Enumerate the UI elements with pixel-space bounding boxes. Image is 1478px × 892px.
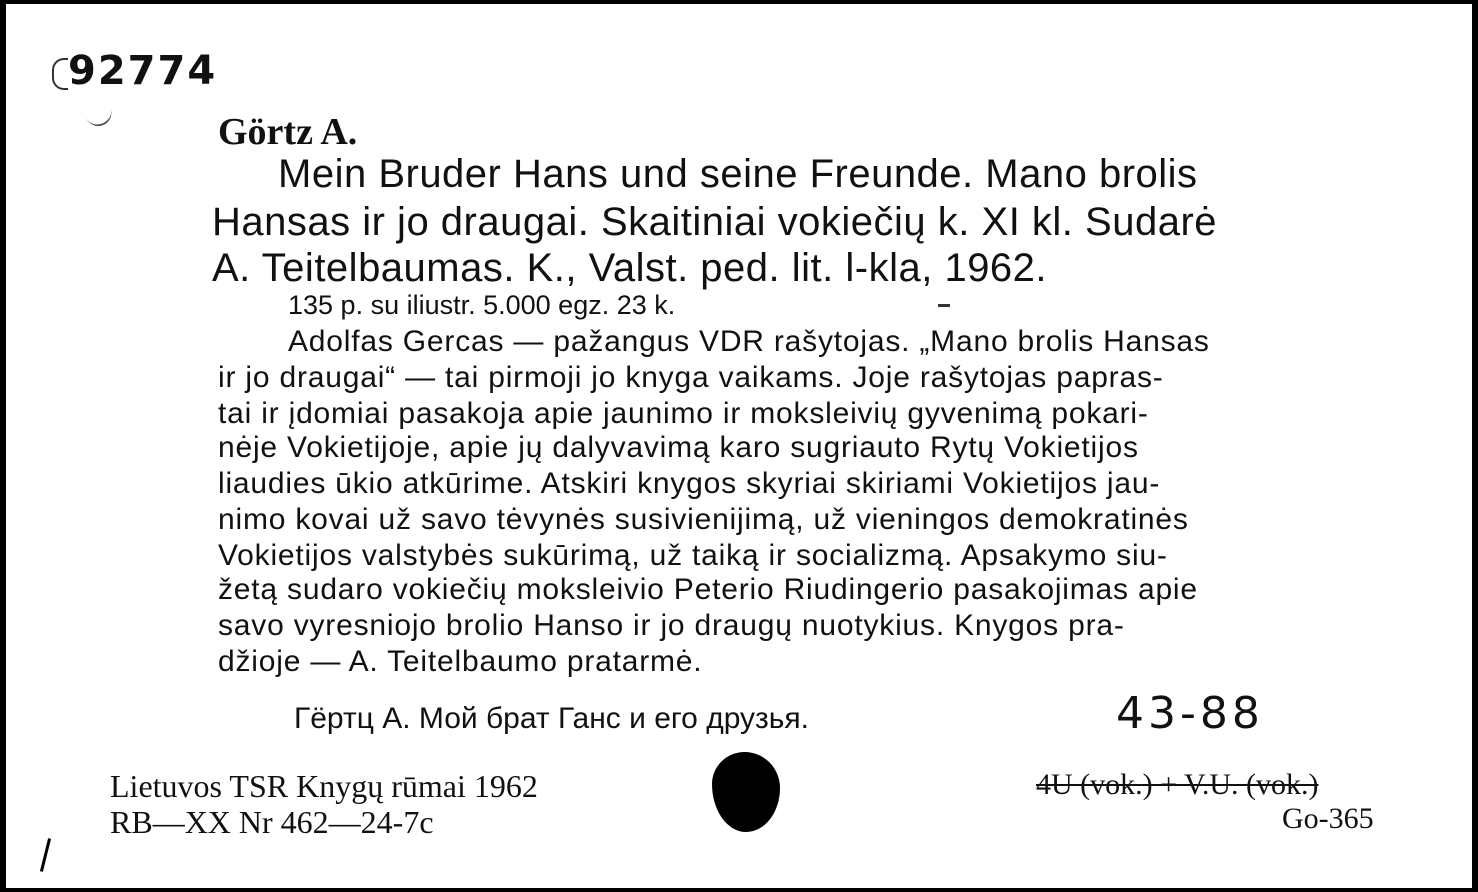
handwritten-bracket-mark: [52, 58, 68, 90]
inventory-number: 92774: [68, 48, 218, 94]
title-line: Mein Bruder Hans und seine Freunde. Mano brolis: [278, 152, 1198, 196]
publisher-line: Lietuvos TSR Knygų rūmai 1962: [110, 768, 538, 804]
handwritten-flourish-mark: [83, 100, 115, 130]
title-line: A. Teitelbaumas. K., Valst. ped. lit. l-kla, 1962.: [212, 246, 1048, 290]
author-heading: Görtz A.: [218, 111, 358, 153]
pen-tick-mark: [40, 838, 51, 872]
handwritten-code: 43-88: [1116, 688, 1264, 739]
annotation-line: ir jo draugai“ — tai pirmoji jo knyga vaikams. Joje rašytojas papras-: [218, 361, 1164, 394]
registration-number: RB—XX Nr 462—24-7c: [110, 804, 434, 840]
shelf-code: Go-365: [1282, 802, 1374, 835]
physical-description: 135 p. su iliustr. 5.000 egz. 23 k.: [288, 290, 676, 320]
annotation-line: Vokietijos valstybės sukūrimą, už taiką ir socializmą. Apsakymo siu-: [218, 539, 1168, 572]
pen-mark: [938, 304, 950, 307]
punch-hole: [712, 752, 780, 832]
annotation-line: džioje — A. Teitelbaumo pratarmė.: [218, 645, 703, 678]
annotation-line: žetą sudaro vokiečių moksleivio Peterio Riudingerio pasakojimas apie: [218, 573, 1198, 606]
annotation-line: nėje Vokietijoje, apie jų dalyvavimą karo sugriauto Rytų Vokietijos: [218, 431, 1139, 464]
annotation-line: liaudies ūkio atkūrime. Atskiri knygos skyriai skiriami Vokietijos jau-: [218, 467, 1161, 500]
russian-title: Гёртц А. Мой брат Ганс и его друзья.: [294, 702, 810, 735]
title-line: Hansas ir jo draugai. Skaitiniai vokiečių k. XI kl. Sudarė: [212, 200, 1218, 244]
annotation-line: savo vyresniojo brolio Hanso ir jo draugų nuotykius. Knygos pra-: [218, 609, 1125, 642]
classification-code: 4U (vok.) + V.U. (vok.): [1036, 768, 1319, 801]
annotation-line: nimo kovai už savo tėvynės susivienijimą, už vieningos demokratinės: [218, 503, 1189, 536]
annotation-line: tai ir įdomiai pasakoja apie jaunimo ir moksleivių gyvenimą pokari-: [218, 397, 1149, 430]
annotation-line: Adolfas Gercas — pažangus VDR rašytojas. „Mano brolis Hansas: [288, 325, 1210, 358]
